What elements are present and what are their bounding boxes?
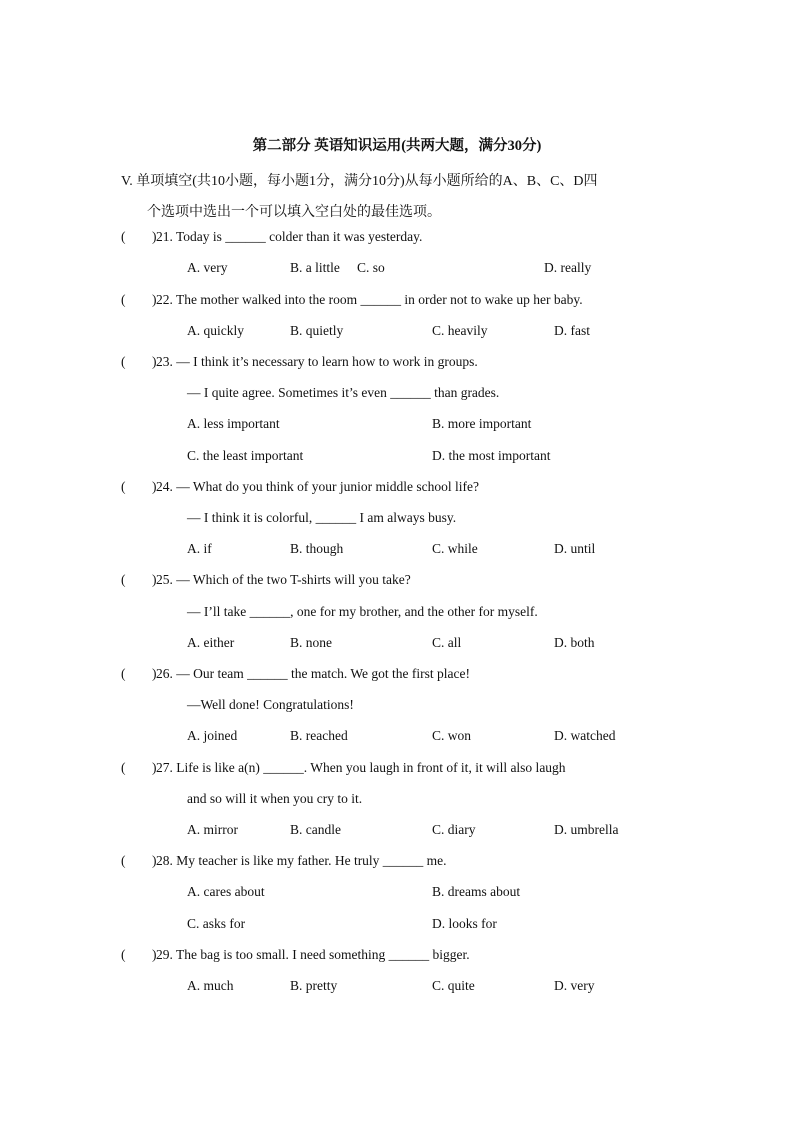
answer-blank[interactable]: ( )	[121, 572, 157, 587]
option-a: A. much	[187, 978, 234, 993]
question-line-2: — I quite agree. Sometimes it’s even ______ than grades.	[187, 385, 500, 400]
question-line-2: — I think it is colorful, ______ I am always busy.	[187, 510, 457, 525]
answer-blank[interactable]: ( )	[121, 229, 157, 244]
question-stem: 25. — Which of the two T-shirts will you take?	[156, 572, 411, 587]
option-a: A. joined	[187, 728, 238, 743]
option-c: C. the least important	[187, 448, 304, 463]
question-stem: 28. My teacher is like my father. He truly ______ me.	[156, 853, 447, 868]
question-stem: 24. — What do you think of your junior middle school life?	[156, 479, 479, 494]
option-c: C. so	[357, 260, 385, 275]
option-b: B. reached	[290, 728, 348, 743]
option-b: B. dreams about	[432, 884, 521, 899]
option-d: D. until	[554, 541, 596, 556]
option-d: D. umbrella	[554, 822, 619, 837]
instruction-line-1: V. 单项填空(共10小题，每小题1分，满分10分)从每小题所给的A、B、C、D四	[121, 174, 598, 189]
answer-blank[interactable]: ( )	[121, 947, 157, 962]
option-c: C. diary	[432, 822, 476, 837]
instruction-line-2: 个选项中选出一个可以填入空白处的最佳选项。	[147, 205, 441, 220]
option-a: A. mirror	[187, 822, 238, 837]
answer-blank[interactable]: ( )	[121, 853, 157, 868]
option-d: D. very	[554, 978, 595, 993]
option-a: A. cares about	[187, 884, 265, 899]
option-b: B. candle	[290, 822, 341, 837]
option-d: D. fast	[554, 323, 590, 338]
option-b: B. none	[290, 635, 332, 650]
option-a: A. either	[187, 635, 235, 650]
option-c: C. heavily	[432, 323, 488, 338]
answer-blank[interactable]: ( )	[121, 479, 157, 494]
option-a: A. quickly	[187, 323, 244, 338]
option-c: C. quite	[432, 978, 475, 993]
part-title: 第二部分 英语知识运用(共两大题，满分30分)	[252, 138, 542, 154]
question-stem: 29. The bag is too small. I need something ______ bigger.	[156, 947, 470, 962]
question-stem: 23. — I think it’s necessary to learn how to work in groups.	[156, 354, 478, 369]
option-c: C. all	[432, 635, 462, 650]
option-a: A. less important	[187, 416, 280, 431]
option-c: C. while	[432, 541, 478, 556]
option-b: B. more important	[432, 416, 532, 431]
question-line-2: —Well done! Congratulations!	[187, 697, 354, 712]
answer-blank[interactable]: ( )	[121, 354, 157, 369]
question-stem: 26. — Our team ______ the match. We got the first place!	[156, 666, 470, 681]
question-line-2: and so will it when you cry to it.	[187, 791, 363, 806]
option-c: C. asks for	[187, 916, 246, 931]
option-d: D. watched	[554, 728, 616, 743]
section-instructions	[121, 166, 681, 228]
question-line-2: — I’ll take ______, one for my brother, and the other for myself.	[187, 604, 538, 619]
option-d: D. looks for	[432, 916, 497, 931]
question-stem: 27. Life is like a(n) ______. When you laugh in front of it, it will also laugh	[156, 760, 566, 775]
option-a: A. very	[187, 260, 228, 275]
question-stem: 21. Today is ______ colder than it was yesterday.	[156, 229, 423, 244]
answer-blank[interactable]: ( )	[121, 760, 157, 775]
option-b: B. though	[290, 541, 344, 556]
question-stem: 22. The mother walked into the room ______ in order not to wake up her baby.	[156, 292, 583, 307]
option-a: A. if	[187, 541, 212, 556]
option-d: D. really	[544, 260, 592, 275]
answer-blank[interactable]: ( )	[121, 666, 157, 681]
option-b: B. quietly	[290, 323, 344, 338]
option-d: D. the most important	[432, 448, 551, 463]
option-d: D. both	[554, 635, 595, 650]
answer-blank[interactable]: ( )	[121, 292, 157, 307]
option-c: C. won	[432, 728, 472, 743]
option-b: B. pretty	[290, 978, 338, 993]
option-b: B. a little	[290, 260, 340, 275]
